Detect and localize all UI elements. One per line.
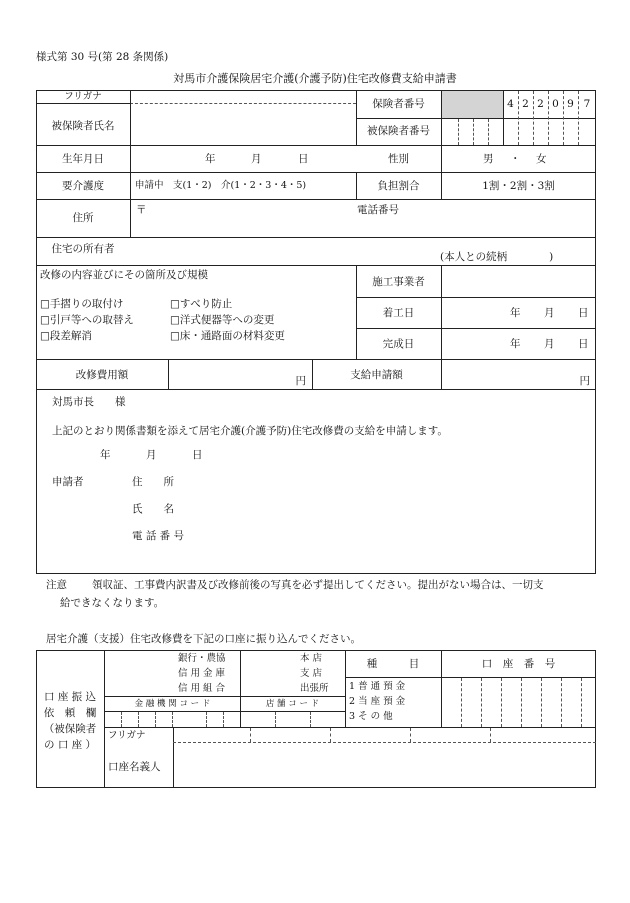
digit-divider <box>501 678 502 727</box>
insurer-digit: 7 <box>583 98 591 110</box>
claim-amount-label: 支給申請額 <box>350 369 403 381</box>
branch-type-head[interactable]: 本 店 <box>300 653 323 664</box>
insurer-digit: 2 <box>537 98 544 110</box>
holder-furigana-label: フリガナ <box>108 730 146 741</box>
bank-section-label-line2: 依 頼 欄 <box>43 707 97 719</box>
account-type-other[interactable]: 3 そ の 他 <box>349 711 393 722</box>
phone-label: 電話番号 <box>357 204 399 216</box>
application-statement: 上記のとおり関係書類を添えて居宅介護(介護予防)住宅改修費の支給を申請します。 <box>52 425 448 437</box>
bank-section-label-line4: の 口 座 ） <box>43 739 96 751</box>
form-title: 対馬市介護保険居宅介護(介護予防)住宅改修費支給申請書 <box>173 72 457 85</box>
month-unit: 月 <box>544 338 555 350</box>
care-level-options[interactable]: 申請中 支(1・2) 介(1・2・3・4・5) <box>135 180 307 191</box>
branch-code-label: 店 舗 コ ー ド <box>265 699 320 709</box>
start-date-label: 着工日 <box>382 307 415 319</box>
applicant-address-field[interactable] <box>200 472 580 490</box>
postal-mark: 〒 <box>136 204 147 216</box>
renovation-cost-field[interactable] <box>169 360 311 388</box>
insurer-digit: 4 <box>507 98 514 110</box>
bank-section-label-line1: 口 座 振 込 <box>43 691 96 703</box>
address-field[interactable] <box>150 200 350 236</box>
insurer-number-shade <box>442 91 503 118</box>
rule <box>104 650 105 788</box>
bank-type-credit-union[interactable]: 信 用 組 合 <box>178 683 226 694</box>
account-type-label: 種 目 <box>366 658 420 670</box>
applicant-label: 申請者 <box>52 476 84 488</box>
insurer-number-label: 保険者番号 <box>372 98 425 110</box>
notice-text-line2: 給できなくなります。 <box>60 597 165 609</box>
birthdate-field[interactable] <box>131 146 355 172</box>
rule <box>36 172 596 173</box>
address-label: 住所 <box>72 212 94 224</box>
owner-label: 住宅の所有者 <box>51 243 115 255</box>
rule <box>345 677 596 678</box>
digit-divider <box>481 678 482 727</box>
gender-separator: ・ <box>510 153 521 165</box>
applicant-phone-field[interactable] <box>200 526 580 544</box>
renovation-item-step[interactable]: □段差解消 <box>40 330 92 342</box>
account-type-ordinary[interactable]: 1 普 通 預 金 <box>349 681 406 692</box>
bank-type-credit-bank[interactable]: 信 用 金 庫 <box>178 668 226 679</box>
insured-name-field[interactable] <box>131 104 355 144</box>
day-unit: 日 <box>578 338 589 350</box>
bank-code-label: 金 融 機 関 コ ー ド <box>134 699 211 709</box>
application-year-unit: 年 <box>100 449 111 461</box>
notice-label: 注意 <box>46 579 67 591</box>
account-type-current[interactable]: 2 当 座 預 金 <box>349 696 406 707</box>
digit-divider <box>275 712 276 727</box>
contractor-label: 施工事業者 <box>372 276 425 288</box>
renovation-item-floor-material[interactable]: □床・通路面の材料変更 <box>170 330 285 342</box>
applicant-phone-label: 電 話 番 号 <box>132 530 185 542</box>
insured-number-field[interactable] <box>442 119 595 145</box>
digit-divider <box>121 712 122 727</box>
month-unit: 月 <box>251 153 262 165</box>
insurer-digit: 0 <box>552 98 559 110</box>
digit-divider <box>521 678 522 727</box>
branch-type-office[interactable]: 出張所 <box>300 683 329 694</box>
claim-amount-field[interactable] <box>442 360 595 388</box>
renovation-cost-label: 改修費用額 <box>75 369 129 381</box>
burden-ratio-options[interactable]: 1割・2割・3割 <box>482 180 555 192</box>
gender-female-option[interactable]: 女 <box>536 153 547 165</box>
birthdate-label: 生年月日 <box>62 153 104 165</box>
phone-field[interactable] <box>410 200 595 236</box>
branch-type-branch[interactable]: 支 店 <box>300 668 323 679</box>
insurer-digit: 9 <box>567 98 574 110</box>
applicant-name-field[interactable] <box>200 499 580 517</box>
rule <box>36 389 596 390</box>
year-unit: 年 <box>510 338 521 350</box>
furigana-label: フリガナ <box>64 91 102 102</box>
applicant-address-label: 住 所 <box>132 476 174 488</box>
bank-type-bank[interactable]: 銀行・農協 <box>178 653 226 664</box>
renovation-item-handrail[interactable]: □手摺りの取付け <box>40 298 124 310</box>
digit-divider <box>223 712 224 727</box>
renovation-label: 改修の内容並びにその箇所及び規模 <box>40 269 208 281</box>
month-unit: 月 <box>544 307 555 319</box>
account-holder-field[interactable] <box>174 743 595 787</box>
contractor-field[interactable] <box>442 266 595 297</box>
burden-ratio-label: 負担割合 <box>377 180 420 192</box>
care-level-label: 要介護度 <box>62 180 104 192</box>
insured-name-label: 被保険者氏名 <box>51 120 115 132</box>
gender-label: 性別 <box>388 153 409 165</box>
year-unit: 年 <box>205 153 216 165</box>
application-day-unit: 日 <box>192 449 203 461</box>
digit-divider <box>310 712 311 727</box>
renovation-item-antislip[interactable]: □すべり防止 <box>170 298 233 310</box>
addressee: 対馬市長 様 <box>52 396 126 408</box>
account-number-label: 口 座 番 号 <box>481 658 556 670</box>
completion-date-label: 完成日 <box>382 338 415 350</box>
rule <box>240 650 241 727</box>
digit-divider <box>581 678 582 727</box>
digit-divider <box>172 712 173 727</box>
yen-unit: 円 <box>579 375 590 387</box>
application-month-unit: 月 <box>146 449 157 461</box>
digit-divider <box>461 678 462 727</box>
day-unit: 日 <box>578 307 589 319</box>
insured-number-label: 被保険者番号 <box>367 125 430 137</box>
insurer-digit: 2 <box>522 98 529 110</box>
account-holder-label: 口座名義人 <box>108 761 161 773</box>
relation-label: (本人との続柄 ) <box>440 251 554 263</box>
digit-divider <box>541 678 542 727</box>
digit-divider <box>561 678 562 727</box>
start-date-field[interactable] <box>442 298 595 328</box>
digit-divider <box>138 712 139 727</box>
notice-text-line1: 領収証、工事費内訳書及び改修前後の写真を必ず提出してください。提出がない場合は、一切支 <box>92 579 544 591</box>
renovation-item-western-toilet[interactable]: □洋式便器等への変更 <box>170 314 275 326</box>
year-unit: 年 <box>510 307 521 319</box>
digit-divider <box>155 712 156 727</box>
renovation-item-sliding-door[interactable]: □引戸等への取替え <box>40 314 134 326</box>
yen-unit: 円 <box>295 375 306 387</box>
holder-furigana-field[interactable] <box>174 728 595 742</box>
owner-field[interactable] <box>131 238 431 264</box>
day-unit: 日 <box>298 153 309 165</box>
bank-intro: 居宅介護（支援）住宅改修費を下記の口座に振り込んでください。 <box>46 633 361 645</box>
rule <box>104 711 345 712</box>
applicant-name-label: 氏 名 <box>132 503 174 515</box>
gender-male-option[interactable]: 男 <box>483 153 494 165</box>
bank-section-label-line3: （被保険者 <box>43 723 97 735</box>
form-number: 様式第 30 号(第 28 条関係) <box>36 51 169 63</box>
digit-divider <box>206 712 207 727</box>
completion-date-field[interactable] <box>442 329 595 359</box>
